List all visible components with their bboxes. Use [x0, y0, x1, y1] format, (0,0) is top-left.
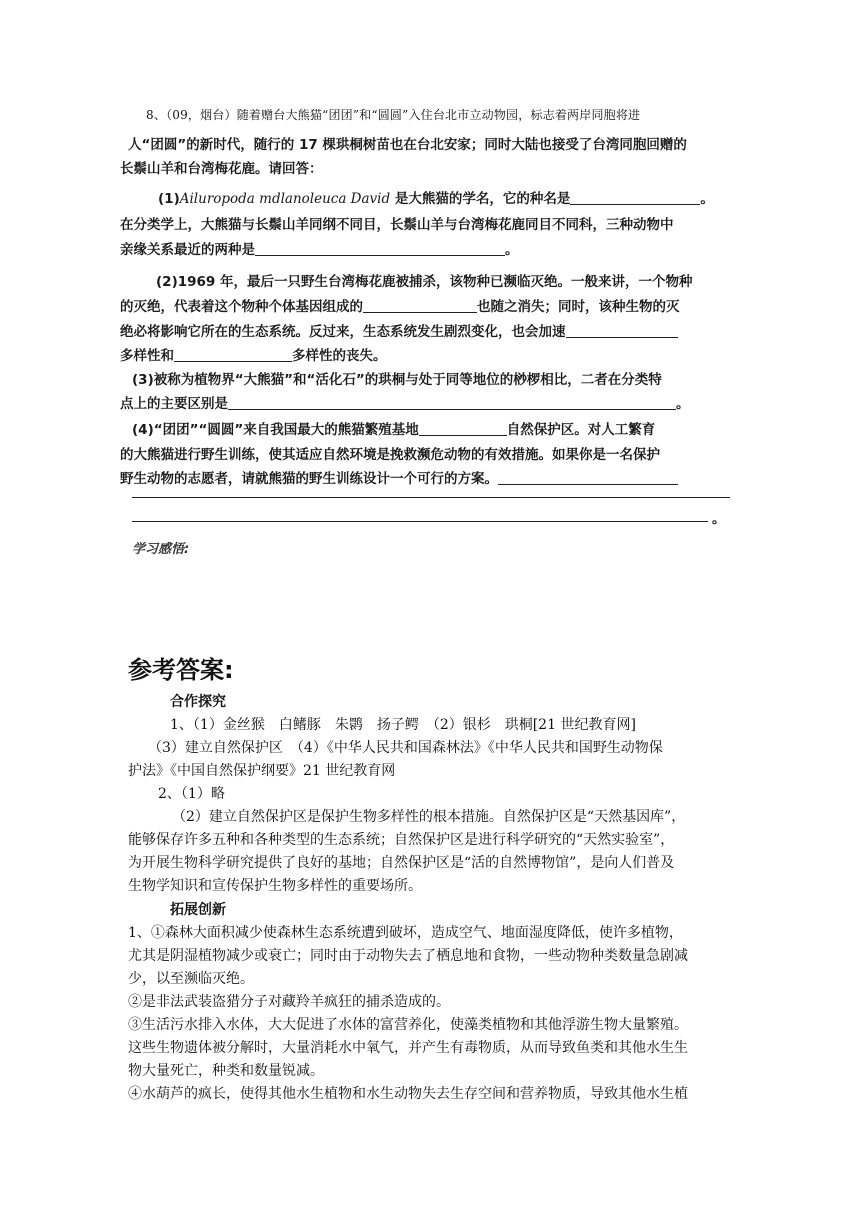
question-8-part-2-line	[120, 320, 678, 340]
answer-blank[interactable]	[570, 190, 700, 205]
answer-blank[interactable]	[419, 421, 507, 436]
part-2-text: 多样性的丧失。	[292, 348, 387, 364]
part-3-text: 点上的主要区别是	[120, 396, 228, 412]
question-8-part-3-line	[120, 392, 690, 412]
question-8-line: 人“团圆”的新时代，随行的 17 棵珙桐树苗也在台北安家；同时大陆也接受了台湾同胞回赠的	[128, 137, 687, 153]
part-2-text: 也随之消失；同时，该种生物的灭	[477, 299, 680, 315]
study-note-label: 学习感悟:	[132, 542, 190, 557]
question-8-header: 8、（09，烟台）随着赠台大熊猫“团团”和“圆圆”入住台北市立动物园，标志着两岸同胞将进	[146, 108, 641, 122]
question-8-part-4-line: 的大熊猫进行野生训练，使其适应自然环境是挽救濒危动物的有效措施。如果你是一名保护	[120, 447, 660, 463]
answer-line-text: 这些生物遗体被分解时，大量消耗水中氧气，并产生有毒物质，从而导致鱼类和其他水生生	[128, 1040, 688, 1056]
part-3-end: 。	[676, 396, 690, 412]
part-1-line3-end: 。	[505, 242, 519, 258]
part-1-text: 是大熊猫的学名，它的种名是	[390, 191, 571, 207]
answer-line-text: 尤其是阴湿植物减少或衰亡；同时由于动物失去了栖息地和食物，一些动物种类数量急剧减	[128, 948, 688, 964]
question-8-part-1-line	[120, 238, 519, 258]
part-1-line3-text: 亲缘关系最近的两种是	[120, 242, 255, 258]
question-8-part-2-line	[120, 344, 387, 364]
question-8-part-1	[158, 187, 714, 207]
answer-line-text: ④水葫芦的疯长，使得其他水生植物和水生动物失去生存空间和营养物质，导致其他水生植	[128, 1086, 688, 1102]
question-8-part-1-line: 在分类学上，大熊猫与长鬃山羊同纲不同目，长鬃山羊与台湾梅花鹿同目不同科，三种动物中	[120, 217, 674, 233]
part-1-prefix: (1)	[158, 191, 180, 207]
question-8-line: 长鬃山羊和台湾梅花鹿。请回答：	[120, 161, 323, 177]
answer-line-text: 能够保存许多五种和各种类型的生态系统；自然保护区是进行科学研究的“天然实验室”，	[128, 832, 675, 848]
answer-line-text: ②是非法武装盗猎分子对藏羚羊疯狂的捕杀造成的。	[128, 994, 450, 1010]
answer-blank[interactable]	[174, 347, 292, 362]
question-8-part-4	[132, 418, 655, 438]
part-1-end: 。	[700, 191, 714, 207]
answer-blank[interactable]	[228, 395, 676, 410]
answer-line-text: 2、（1）略	[158, 786, 225, 802]
answer-line-text: 1、①森林大面积减少使森林生态系统遭到破坏，造成空气、地面湿度降低，使许多植物，	[128, 925, 683, 941]
panda-latin-name: Ailuropoda mdlanoleuca David	[179, 191, 391, 207]
answer-blank[interactable]	[255, 241, 505, 256]
part-4-text: 野生动物的志愿者，请就熊猫的野生训练设计一个可行的方案。	[120, 471, 498, 487]
answer-line-text: ③生活污水排入水体，大大促进了水体的富营养化，使藻类植物和其他浮游生物大量繁殖。	[128, 1017, 688, 1033]
section-title: 拓展创新	[170, 902, 226, 918]
question-8-part-4-line	[120, 467, 678, 487]
part-2-text: 绝必将影响它所在的生态系统。反过来，生态系统发生剧烈变化，也会加速	[120, 324, 566, 340]
answer-line-text: 1、（1）金丝猴 白鳍豚 朱鹮 扬子鳄 （2）银杉 珙桐[21 世纪教育网]	[170, 717, 636, 733]
answer-blank[interactable]	[498, 470, 678, 485]
answer-line-text: 少，以至濒临灭绝。	[128, 971, 254, 987]
answer-line[interactable]	[132, 521, 708, 522]
part-4-end: 。	[712, 511, 726, 527]
answer-blank[interactable]	[566, 323, 678, 338]
answers-title: 参考答案:	[128, 656, 234, 684]
answer-line-text: 生物学知识和宣传保护生物多样性的重要场所。	[128, 878, 422, 894]
answer-line-text: 物大量死亡，种类和数量锐减。	[128, 1063, 324, 1079]
part-2-text: 的灭绝，代表着这个物种个体基因组成的	[120, 299, 363, 315]
answer-blank[interactable]	[363, 298, 477, 313]
part-4-text: (4)“团团”“圆圆”来自我国最大的熊猫繁殖基地	[132, 422, 419, 438]
answer-line-text: （2）建立自然保护区是保护生物多样性的根本措施。自然保护区是“天然基因库”，	[172, 809, 686, 825]
question-8-part-3: (3)被称为植物界“大熊猫”和“活化石”的珙桐与处于同等地位的桫椤相比，二者在分类特	[132, 372, 662, 388]
answer-line-text: 护法》《中国自然保护纲要》21 世纪教育网	[128, 763, 396, 779]
question-8-part-2-line	[120, 295, 680, 315]
answer-line-text: （3）建立自然保护区 （4）《中华人民共和国森林法》《中华人民共和国野生动物保	[148, 740, 663, 756]
part-2-text: 多样性和	[120, 348, 174, 364]
answer-line-text: 为开展生物科学研究提供了良好的基地；自然保护区是“活的自然博物馆”，是向人们普及	[128, 855, 675, 871]
part-4-text: 自然保护区。对人工繁育	[506, 422, 656, 438]
answer-line[interactable]	[132, 497, 730, 498]
question-8-part-2: (2)1969 年，最后一只野生台湾梅花鹿被捕杀，该物种已濒临灭绝。一般来讲，一个物种	[156, 274, 693, 290]
section-title: 合作探究	[170, 694, 226, 710]
